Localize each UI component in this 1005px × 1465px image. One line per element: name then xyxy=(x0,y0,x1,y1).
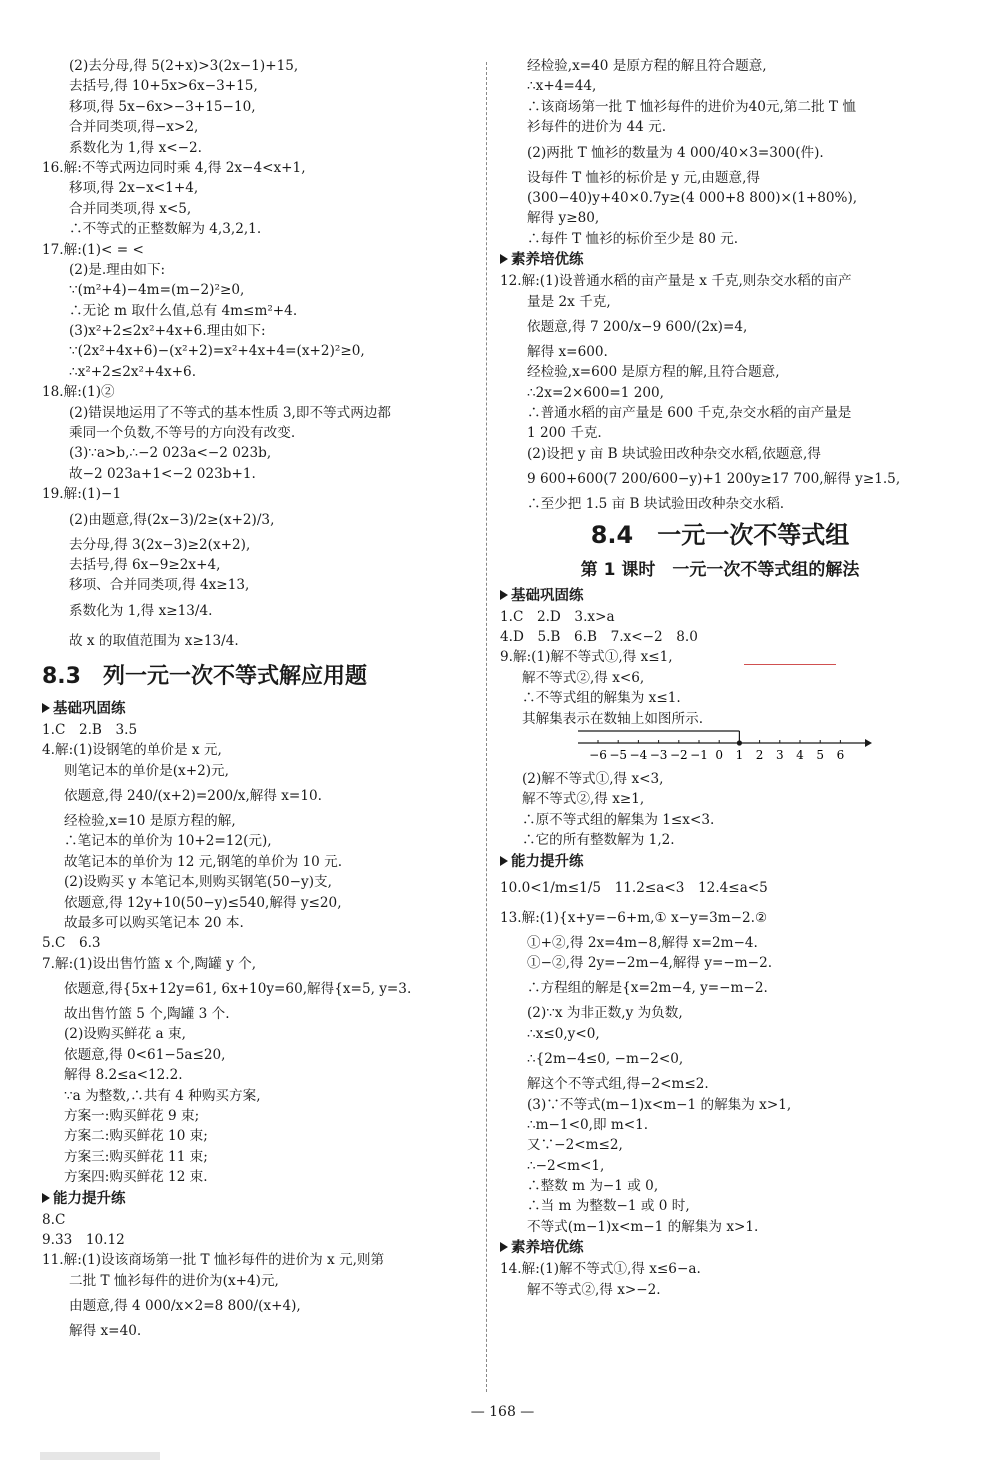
text-line: ∴x≤0,y<0, xyxy=(527,1025,600,1042)
heading-label: 素养培优练 xyxy=(511,252,584,269)
text-line: ∴每件 T 恤衫的标价至少是 80 元. xyxy=(527,230,739,247)
text-line: ∴笔记本的单价为 10+2=12(元), xyxy=(64,833,272,850)
text-line: 经检验,x=40 是原方程的解且符合题意, xyxy=(527,58,767,74)
text-line: ∴2x=2×600=1 200, xyxy=(527,384,664,401)
triangle-bullet-icon xyxy=(500,856,508,866)
section-title: 8.4 一元一次不等式组 xyxy=(590,520,850,549)
text-line: (2)解不等式①,得 x<3, xyxy=(522,770,664,787)
text-line: ∵(m²+4)−4m=(m−2)²≥0, xyxy=(69,282,245,299)
text-line: (2)去分母,得 5(2+x)>3(2x−1)+15, xyxy=(69,58,299,74)
heading-label: 能力提升练 xyxy=(53,1190,126,1207)
text-line: 5.C 6.3 xyxy=(42,935,101,952)
text-line: ①−②,得 2y=−2m−4,解得 y=−m−2. xyxy=(527,954,773,971)
subsection-heading xyxy=(500,585,940,607)
text-line: 17.解:(1)< = < xyxy=(42,241,144,258)
text-line: 解得 x=600. xyxy=(527,343,608,360)
text-line: 方案三:购买鲜花 11 束; xyxy=(64,1148,208,1165)
text-line: (2)设购买 y 本笔记本,则购买钢笔(50−y)支, xyxy=(64,874,332,891)
axis-tick-label: −1 xyxy=(690,747,708,762)
text-line: 其解集表示在数轴上如图所示. xyxy=(522,710,704,727)
text-line: ∴该商场第一批 T 恤衫每件的进价为40元,第二批 T 恤 xyxy=(527,98,856,115)
text-line: ∴方程组的解是{x=2m−4, y=−m−2. xyxy=(527,980,768,997)
text-line: ∴不等式组的解集为 x≤1. xyxy=(522,690,681,707)
text-line: ∴原不等式组的解集为 1≤x<3. xyxy=(522,811,715,828)
text-line: (3)∵不等式(m−1)x<m−1 的解集为 x>1, xyxy=(527,1096,792,1113)
text-line: 依题意,得 7 200/x−9 600/(2x)=4, xyxy=(527,318,748,335)
text-line: 则笔记本的单价是(x+2)元, xyxy=(64,762,229,779)
text-line: (2)是.理由如下: xyxy=(69,261,166,278)
text-line: ∵a 为整数,∴共有 4 种购买方案, xyxy=(64,1087,261,1104)
text-line: 10.0<1/m≤1/5 11.2≤a<3 12.4≤a<5 xyxy=(500,879,768,896)
text-line: (2)两批 T 恤衫的数量为 4 000/40×3=300(件). xyxy=(527,144,824,161)
axis-tick-label: 1 xyxy=(735,747,744,762)
text-line: 9 600+600(7 200/600−y)+1 200y≥17 700,解得 y≥1.5, xyxy=(527,471,901,488)
text-line: ∴m−1<0,即 m<1. xyxy=(527,1116,649,1133)
text-line: 9.解:(1)解不等式①,得 x≤1, xyxy=(500,649,673,666)
subsection-heading xyxy=(42,698,474,720)
subsection-heading xyxy=(500,1237,940,1259)
subsection-heading xyxy=(500,851,940,873)
axis-tick-label: 6 xyxy=(836,747,845,762)
text-line: 14.解:(1)解不等式①,得 x≤6−a. xyxy=(500,1261,701,1278)
text-line: ∴它的所有整数解为 1,2. xyxy=(522,832,675,849)
text-line: ∴当 m 为整数−1 或 0 时, xyxy=(527,1198,690,1215)
axis-tick-label: 4 xyxy=(796,747,804,762)
text-line: 方案一:购买鲜花 9 束; xyxy=(64,1108,200,1125)
closed-endpoint-dot xyxy=(737,740,742,745)
text-line: 合并同类项,得−x>2, xyxy=(69,119,199,136)
text-line: 9.33 10.12 xyxy=(42,1231,125,1248)
text-line: 二批 T 恤衫每件的进价为(x+4)元, xyxy=(69,1272,279,1289)
text-line: 设每件 T 恤衫的标价是 y 元,由题意,得 xyxy=(527,169,760,186)
text-line: 4.D 5.B 6.B 7.x<−2 8.0 xyxy=(500,629,698,646)
text-line: 1 200 千克. xyxy=(527,425,602,442)
text-line: (2)设购买鲜花 a 束, xyxy=(64,1026,186,1043)
text-line: 故出售竹篮 5 个,陶罐 3 个. xyxy=(64,1006,230,1023)
text-line: 去分母,得 3(2x−3)≥2(x+2), xyxy=(69,536,251,553)
triangle-bullet-icon xyxy=(42,1193,50,1203)
text-line: 解不等式②,得 x>−2. xyxy=(527,1281,661,1298)
text-line: (2)∵x 为非正数,y 为负数, xyxy=(527,1005,683,1022)
text-line: 移项、合并同类项,得 4x≥13, xyxy=(69,577,250,594)
axis-tick-label: 3 xyxy=(775,747,784,762)
axis-tick-label: 0 xyxy=(715,747,724,762)
text-line: ∵(2x²+4x+6)−(x²+2)=x²+4x+4=(x+2)²≥0, xyxy=(69,343,365,360)
text-line: 8.C xyxy=(42,1211,66,1228)
triangle-bullet-icon xyxy=(500,254,508,264)
triangle-bullet-icon xyxy=(500,590,508,600)
axis-tick-label: −4 xyxy=(629,747,648,762)
text-line: 解得 8.2≤a<12.2. xyxy=(64,1067,183,1084)
heading-label: 能力提升练 xyxy=(511,853,584,870)
text-line: 18.解:(1)② xyxy=(42,384,115,401)
subsection-heading xyxy=(500,249,940,271)
text-line: 又∵−2<m≤2, xyxy=(527,1137,623,1154)
axis-tick-label: −2 xyxy=(669,747,688,762)
axis-tick-label: −3 xyxy=(649,747,668,762)
text-line: (2)设把 y 亩 B 块试验田改种杂交水稻,依题意,得 xyxy=(527,445,821,462)
text-line: 依题意,得 12y+10(50−y)≤540,解得 y≤20, xyxy=(64,894,342,911)
text-line: ∴至少把 1.5 亩 B 块试验田改种杂交水稻. xyxy=(527,496,785,513)
axis-tick-label: 5 xyxy=(816,747,825,762)
column-divider xyxy=(486,62,487,1392)
triangle-bullet-icon xyxy=(500,1242,508,1252)
text-line: ①+②,得 2x=4m−8,解得 x=2m−4. xyxy=(527,934,758,951)
text-line: 解得 x=40. xyxy=(69,1323,142,1340)
text-line: 4.解:(1)设钢笔的单价是 x 元, xyxy=(42,742,222,759)
text-line: 移项,得 2x−x<1+4, xyxy=(69,180,199,197)
text-line: 依题意,得 0<61−5a≤20, xyxy=(64,1046,226,1063)
text-line: ∴普通水稻的亩产量是 600 千克,杂交水稻的亩产量是 xyxy=(527,405,852,422)
text-line: 系数化为 1,得 x≥13/4. xyxy=(69,602,213,619)
text-line: 故最多可以购买笔记本 20 本. xyxy=(64,914,244,931)
text-line: 解这个不等式组,得−2<m≤2. xyxy=(527,1076,709,1093)
section-title: 8.3 列一元一次不等式解应用题 xyxy=(42,663,367,689)
text-line: ∴−2<m<1, xyxy=(527,1157,605,1174)
text-line: ∴无论 m 取什么值,总有 4m≤m²+4. xyxy=(69,302,298,319)
text-line: ∴不等式的正整数解为 4,3,2,1. xyxy=(69,221,262,238)
text-line: (3)∵a>b,∴−2 023a<−2 023b, xyxy=(69,445,272,462)
text-line: 乘同一个负数,不等号的方向没有改变. xyxy=(69,425,296,442)
page-number: — 168 — xyxy=(470,1404,535,1420)
text-line: 量是 2x 千克, xyxy=(527,293,611,310)
text-line: 解不等式②,得 x<6, xyxy=(522,669,645,686)
text-line: 依题意,得 240/(x+2)=200/x,解得 x=10. xyxy=(64,787,322,804)
text-line: 故笔记本的单价为 12 元,钢笔的单价为 10 元. xyxy=(64,853,343,870)
text-line: (3)x²+2≤2x²+4x+6.理由如下: xyxy=(69,323,266,340)
heading-label: 素养培优练 xyxy=(511,1240,584,1257)
text-line: 合并同类项,得 x<5, xyxy=(69,200,192,217)
text-line: 12.解:(1)设普通水稻的亩产量是 x 千克,则杂交水稻的亩产 xyxy=(500,273,852,290)
text-line: 不等式(m−1)x<m−1 的解集为 x>1. xyxy=(527,1218,759,1235)
text-line: ∴x+4=44, xyxy=(527,78,597,95)
text-line: 16.解:不等式两边同时乘 4,得 2x−4<x+1, xyxy=(42,159,306,176)
text-line: 解不等式②,得 x≥1, xyxy=(522,791,645,808)
text-line: ∴{2m−4≤0, −m−2<0, xyxy=(527,1051,684,1068)
text-line: (300−40)y+40×0.7y≥(4 000+8 800)×(1+80%), xyxy=(527,189,858,206)
text-line: 移项,得 5x−6x>−3+15−10, xyxy=(69,98,256,115)
heading-label: 基础巩固练 xyxy=(53,700,126,717)
text-line: 1.C 2.D 3.x>a xyxy=(500,608,615,625)
text-line: 方案四:购买鲜花 12 束. xyxy=(64,1169,208,1186)
left-column xyxy=(42,56,474,1342)
text-line: 由题意,得 4 000/x×2=8 800/(x+4), xyxy=(69,1298,301,1315)
subsection-heading xyxy=(42,1188,474,1210)
text-line: ∴整数 m 为−1 或 0, xyxy=(527,1178,659,1195)
triangle-bullet-icon xyxy=(42,703,50,713)
text-line: ∴x²+2≤2x²+4x+6. xyxy=(69,363,197,380)
text-line: (2)错误地运用了不等式的基本性质 3,即不等式两边都 xyxy=(69,404,392,421)
axis-tick-label: −5 xyxy=(609,747,628,762)
text-line: 依题意,得{5x+12y=61, 6x+10y=60,解得{x=5, y=3. xyxy=(64,981,412,998)
number-line-svg xyxy=(500,729,940,769)
text-line: 故 x 的取值范围为 x≥13/4. xyxy=(69,632,239,649)
text-line: 衫每件的进价为 44 元. xyxy=(527,119,667,136)
text-line: 1.C 2.B 3.5 xyxy=(42,721,138,738)
lesson-title: 第 1 课时 一元一次不等式组的解法 xyxy=(580,559,860,580)
axis-tick-label: −6 xyxy=(589,747,607,762)
right-column xyxy=(500,56,940,1300)
heading-label: 基础巩固练 xyxy=(511,587,584,604)
number-line-figure xyxy=(500,729,940,769)
text-line: 系数化为 1,得 x<−2. xyxy=(69,139,202,156)
text-line: 11.解:(1)设该商场第一批 T 恤衫每件的进价为 x 元,则第 xyxy=(42,1252,385,1269)
text-line: 经检验,x=600 是原方程的解,且符合题意, xyxy=(527,364,780,381)
text-line: 13.解:(1){x+y=−6+m,① x−y=3m−2.② xyxy=(500,909,768,926)
text-line: 19.解:(1)−1 xyxy=(42,486,122,503)
text-line: 经检验,x=10 是原方程的解, xyxy=(64,812,236,829)
text-line: 故−2 023a+1<−2 023b+1. xyxy=(69,465,256,482)
axis-tick-label: 2 xyxy=(755,747,764,762)
axis-arrow-icon xyxy=(865,739,872,747)
text-line: 去括号,得 6x−9≥2x+4, xyxy=(69,556,221,573)
text-line: 去括号,得 10+5x>6x−3+15, xyxy=(69,78,258,95)
bottom-bleed-text xyxy=(40,1452,160,1460)
text-line: 7.解:(1)设出售竹篮 x 个,陶罐 y 个, xyxy=(42,955,257,972)
text-line: 解得 y≥80, xyxy=(527,210,600,227)
text-line: 方案二:购买鲜花 10 束; xyxy=(64,1128,208,1145)
text-line: (2)由题意,得(2x−3)/2≥(x+2)/3, xyxy=(69,511,275,528)
